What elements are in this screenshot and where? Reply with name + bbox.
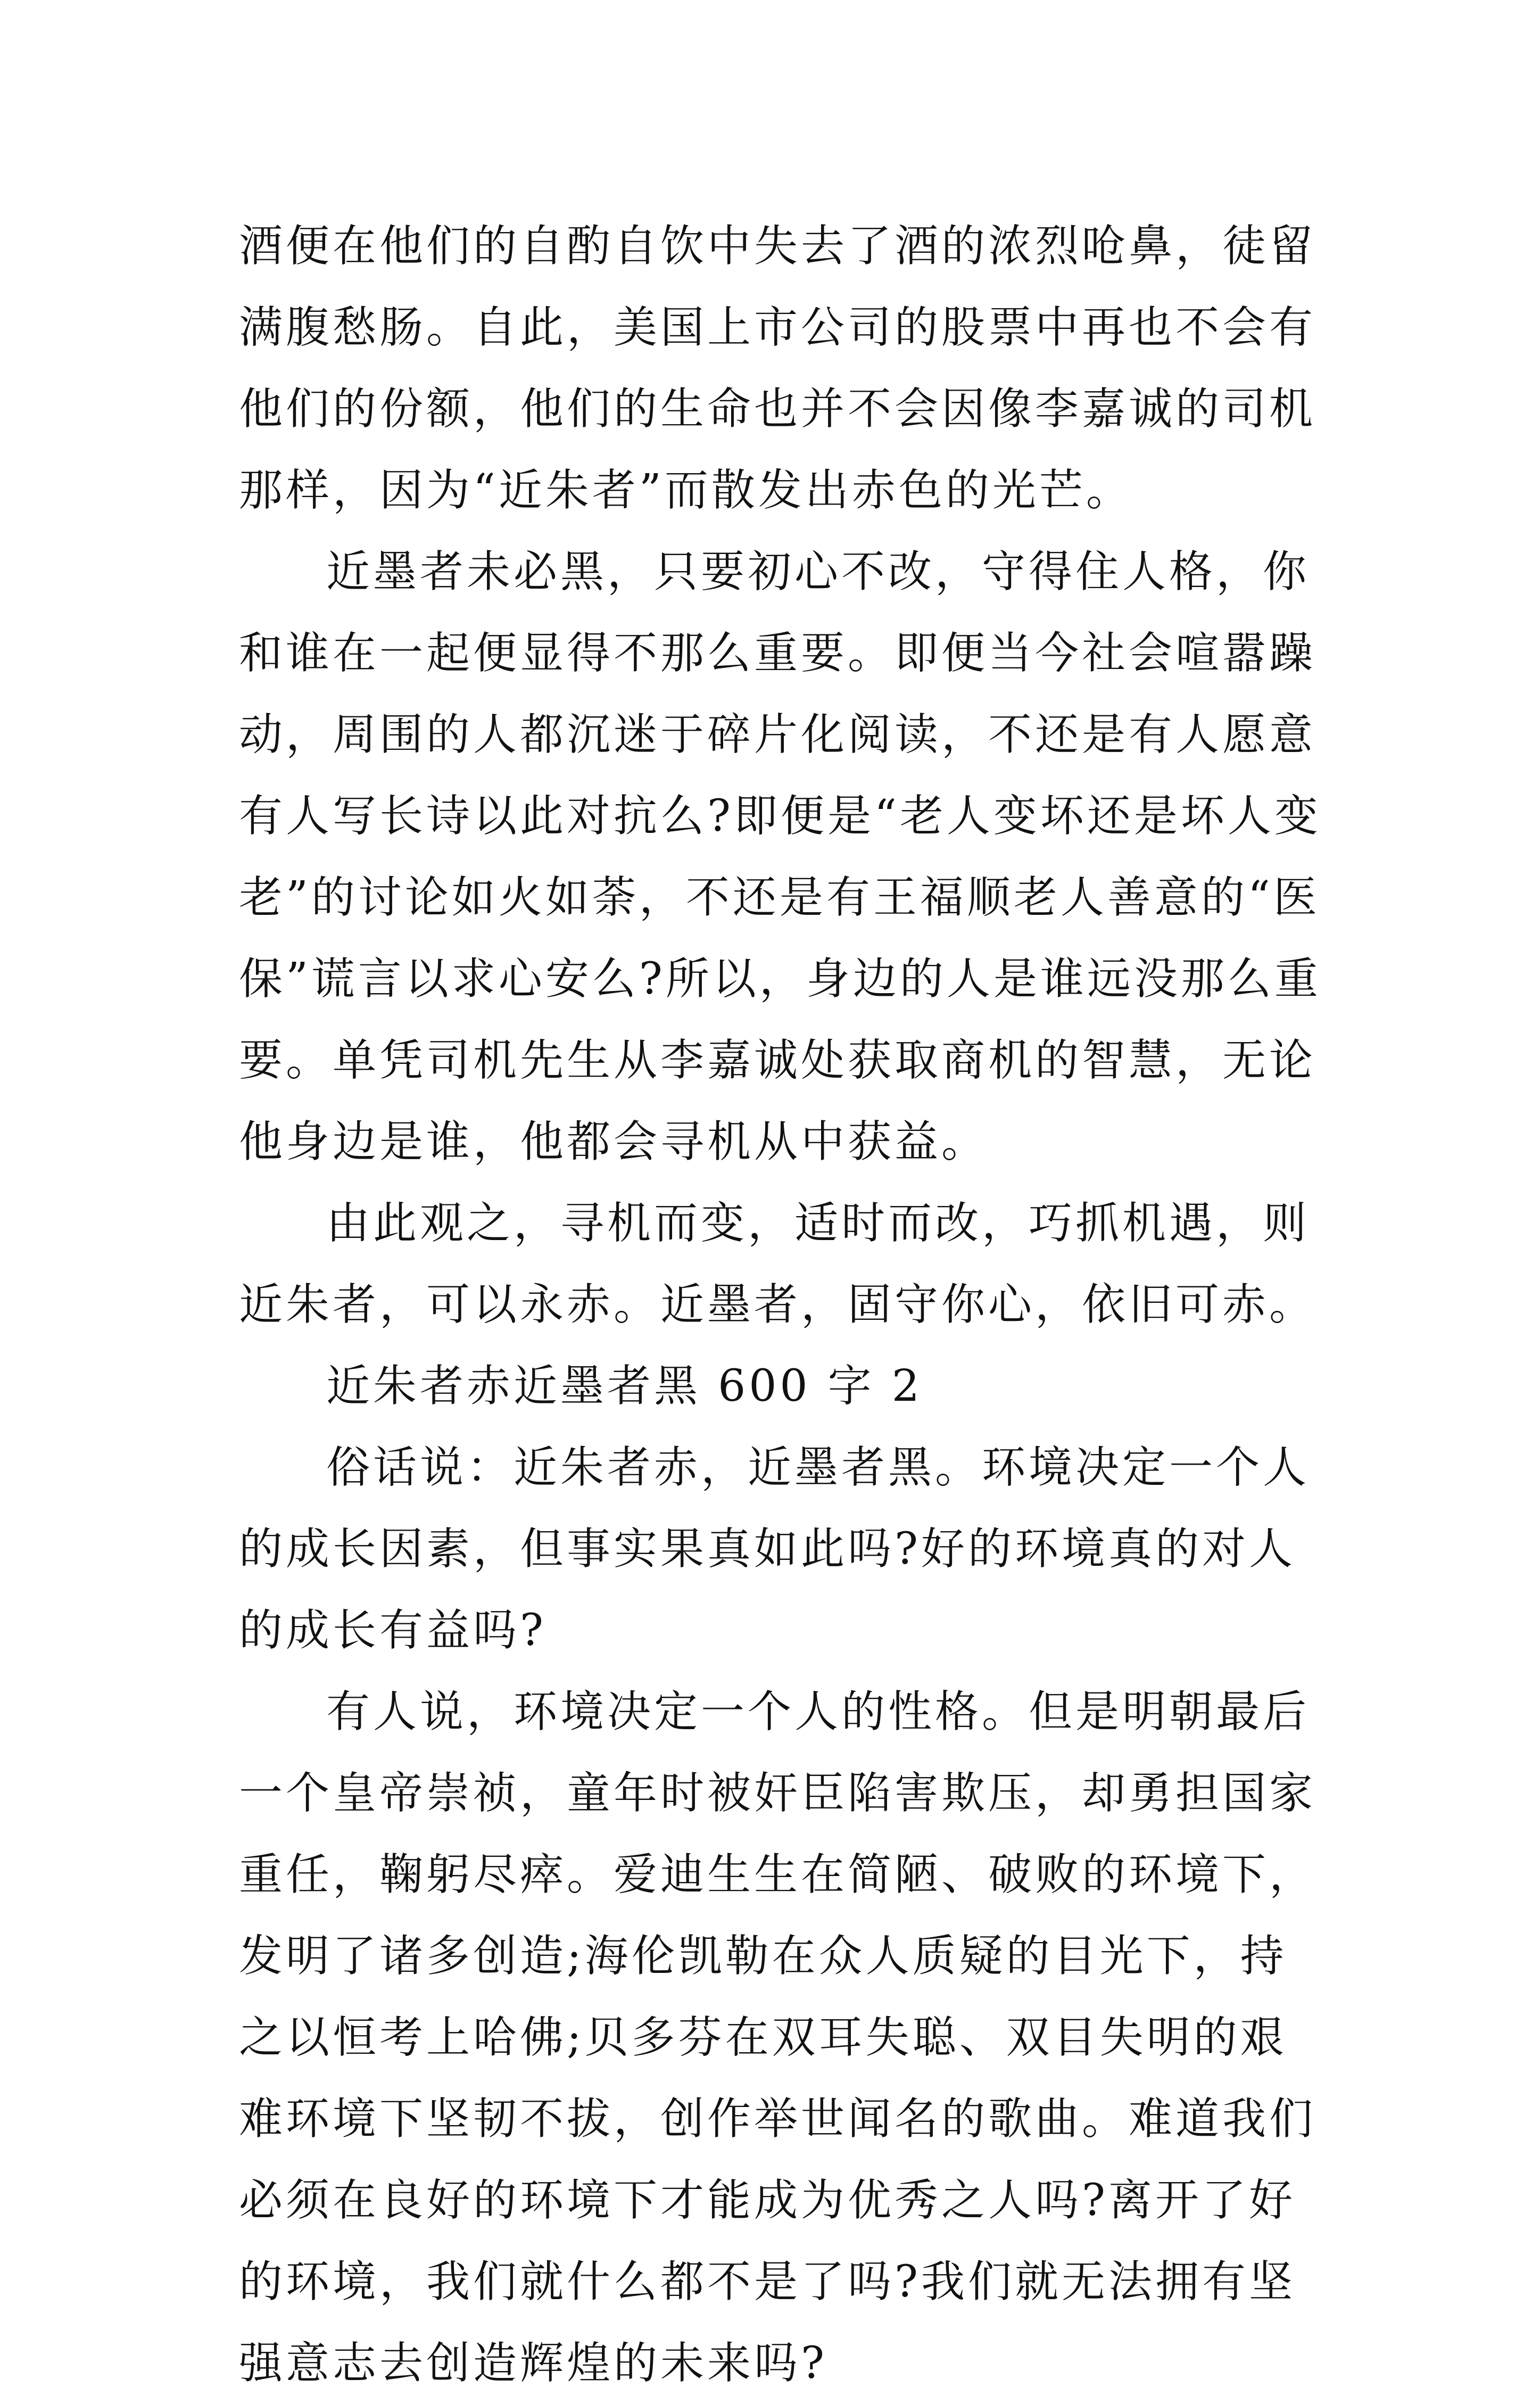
paragraph-2: 近墨者未必黑，只要初心不改，守得住人格，你和谁在一起便显得不那么重要。即便当今社会喧嚣躁动，周围的人都沉迷于碎片化阅读，不还是有人愿意有人写长诗以此对抗么?即便是“老人变坏还是坏人变老”的讨论如火如荼，不还是有王福顺老人善意的“医保”谎言以求心安么?所以，身边的人是谁远没那么重要。单凭司机先生从李嘉诚处获取商机的智慧，无论他身边是谁，他都会寻机从中获益。 <box>239 547 1321 1167</box>
paragraph-5: 有人说，环境决定一个人的性格。但是明朝最后一个皇帝崇祯，童年时被奸臣陷害欺压，却勇担国家重任，鞠躬尽瘁。爱迪生生在简陋、破败的环境下，发明了诸多创造;海伦凯勒在众人质疑的目光下，持之以恒考上哈佛;贝多芬在双耳失聪、双目失明的艰难环境下坚韧不拔，创作举世闻名的歌曲。难道我们必须在良好的环境下才能成为优秀之人吗?离开了好的环境，我们就什么都不是了吗?我们就无法拥有坚强意志去创造辉煌的未来吗? <box>239 1687 1317 2389</box>
document-body <box>239 205 1331 2404</box>
paragraph-1: 酒便在他们的自酌自饮中失去了酒的浓烈呛鼻，徒留满腹愁肠。自此，美国上市公司的股票中再也不会有他们的份额，他们的生命也并不会因像李嘉诚的司机那样，因为“近朱者”而散发出赤色的光芒。 <box>239 221 1317 516</box>
section-title: 近朱者赤近墨者黑 600 字 2 <box>326 1361 923 1411</box>
paragraph-3: 由此观之，寻机而变，适时而改，巧抓机遇，则近朱者，可以永赤。近墨者，固守你心，依旧可赤。 <box>239 1198 1317 1330</box>
paragraph-4: 俗话说：近朱者赤，近墨者黑。环境决定一个人的成长因素，但事实果真如此吗?好的环境真的对人的成长有益吗? <box>239 1442 1310 1656</box>
